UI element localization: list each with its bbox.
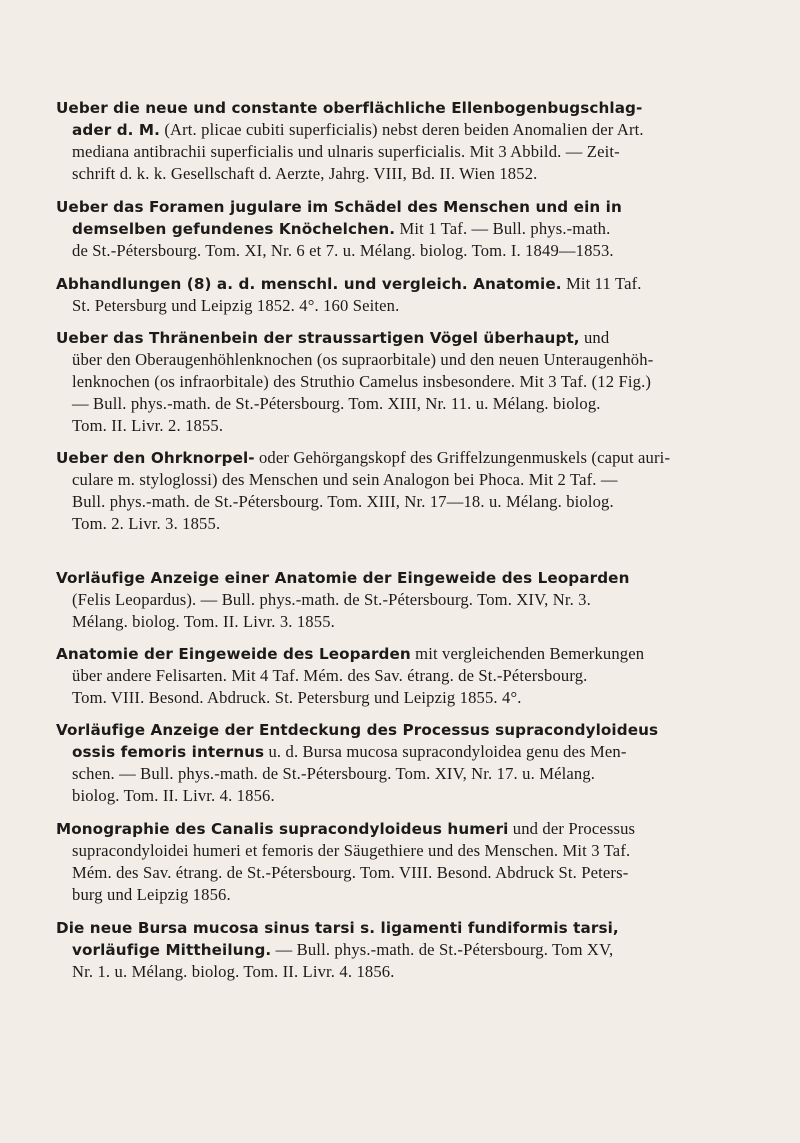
entry-title-rest: Mit 11 Taf.: [561, 274, 642, 293]
entry-title-cont: demselben gefundenes Knöchelchen.: [72, 220, 396, 238]
entry-title: Vorläufige Anzeige einer Anatomie der Eingeweide des Leoparden: [56, 569, 630, 587]
entry-text: culare m. styloglossi) des Menschen und sein Analogon bei Phoca. Mit 2 Taf. —: [72, 470, 618, 489]
entry-text: (Felis Leopardus). — Bull. phys.-math. de St.-Pétersbourg. Tom. XIV, Nr. 3.: [72, 590, 591, 609]
entry-text: über den Oberaugenhöhlenknochen (os supraorbitale) und den neuen Unteraugenhöh-: [72, 350, 654, 369]
entry-title: Abhandlungen (8) a. d. menschl. und vergleich. Anatomie.: [56, 275, 562, 293]
entry-1: [56, 97, 756, 185]
entry-text: biolog. Tom. II. Livr. 4. 1856.: [72, 786, 275, 805]
entry-text: — Bull. phys.-math. de St.-Pétersbourg. Tom. XIII, Nr. 11. u. Mélang. biolog.: [72, 394, 601, 413]
entry-title-rest: mit vergleichenden Bemerkungen: [410, 644, 645, 663]
entry-title: Vorläufige Anzeige der Entdeckung des Processus supracondyloideus: [56, 721, 659, 739]
entry-text: Tom. 2. Livr. 3. 1855.: [72, 514, 221, 533]
entry-3: [56, 273, 756, 317]
entry-7: [56, 643, 756, 709]
entry-text: Mélang. biolog. Tom. II. Livr. 3. 1855.: [72, 612, 335, 631]
entry-text: Tom. II. Livr. 2. 1855.: [72, 416, 224, 435]
entry-5: [56, 447, 756, 535]
entry-text: St. Petersburg und Leipzig 1852. 4°. 160 Seiten.: [72, 296, 400, 315]
entry-text: — Bull. phys.-math. de St.-Pétersbourg. Tom XV,: [271, 940, 614, 959]
entry-text: Tom. VIII. Besond. Abdruck. St. Petersburg und Leipzig 1855. 4°.: [72, 688, 522, 707]
entry-text: (Art. plicae cubiti superficialis) nebst deren beiden Anomalien der Art.: [160, 120, 644, 139]
entry-4: [56, 327, 756, 437]
entry-title: Die neue Bursa mucosa sinus tarsi s. ligamenti fundiformis tarsi,: [56, 919, 619, 937]
entry-title: Ueber die neue und constante oberflächliche Ellenbogenbugschlag-: [56, 99, 643, 117]
entry-text: über andere Felisarten. Mit 4 Taf. Mém. des Sav. étrang. de St.-Pétersbourg.: [72, 666, 588, 685]
entry-text: Mit 1 Taf. — Bull. phys.-math.: [395, 219, 611, 238]
entry-9: [56, 818, 756, 906]
entry-title: Ueber das Thränenbein der straussartigen Vögel überhaupt,: [56, 329, 580, 347]
entry-text: lenknochen (os infraorbitale) des Struthio Camelus insbesondere. Mit 3 Taf. (12 Fig.): [72, 372, 652, 391]
entry-text: supracondyloidei humeri et femoris der Säugethiere und des Menschen. Mit 3 Taf.: [72, 841, 631, 860]
entry-text: Nr. 1. u. Mélang. biolog. Tom. II. Livr. 4. 1856.: [72, 962, 395, 981]
entry-text: Mém. des Sav. étrang. de St.-Pétersbourg. Tom. VIII. Besond. Abdruck St. Peters-: [72, 863, 629, 882]
entry-10: [56, 917, 756, 983]
entry-2: [56, 196, 756, 262]
entry-title: Ueber das Foramen jugulare im Schädel des Menschen und ein in: [56, 198, 622, 216]
entry-title: Anatomie der Eingeweide des Leoparden: [56, 645, 411, 663]
entry-title-cont: vorläufige Mittheilung.: [72, 941, 272, 959]
entry-title-rest: oder Gehörgangskopf des Griffelzungenmuskels (caput auri-: [254, 448, 671, 467]
entry-text: Bull. phys.-math. de St.-Pétersbourg. Tom. XIII, Nr. 17—18. u. Mélang. biolog.: [72, 492, 614, 511]
entry-title: Ueber den Ohrknorpel-: [56, 449, 255, 467]
entry-title-rest: und: [579, 328, 610, 347]
entry-title-cont: ossis femoris internus: [72, 743, 265, 761]
entry-title: Monographie des Canalis supracondyloideus humeri: [56, 820, 509, 838]
entry-text: schen. — Bull. phys.-math. de St.-Pétersbourg. Tom. XIV, Nr. 17. u. Mélang.: [72, 764, 596, 783]
entry-text: de St.-Pétersbourg. Tom. XI, Nr. 6 et 7. u. Mélang. biolog. Tom. I. 1849—1853.: [72, 241, 614, 260]
entry-8: [56, 719, 756, 807]
entry-title-cont: ader d. M.: [72, 121, 161, 139]
entry-text: schrift d. k. k. Gesellschaft d. Aerzte, Jahrg. VIII, Bd. II. Wien 1852.: [72, 164, 538, 183]
entry-6: [56, 567, 756, 633]
entry-text: mediana antibrachii superficialis und ulnaris superficialis. Mit 3 Abbild. — Zeit-: [72, 142, 620, 161]
entry-title-rest: und der Processus: [508, 819, 636, 838]
entry-text: burg und Leipzig 1856.: [72, 885, 231, 904]
entry-text: u. d. Bursa mucosa supracondyloidea genu des Men-: [264, 742, 627, 761]
